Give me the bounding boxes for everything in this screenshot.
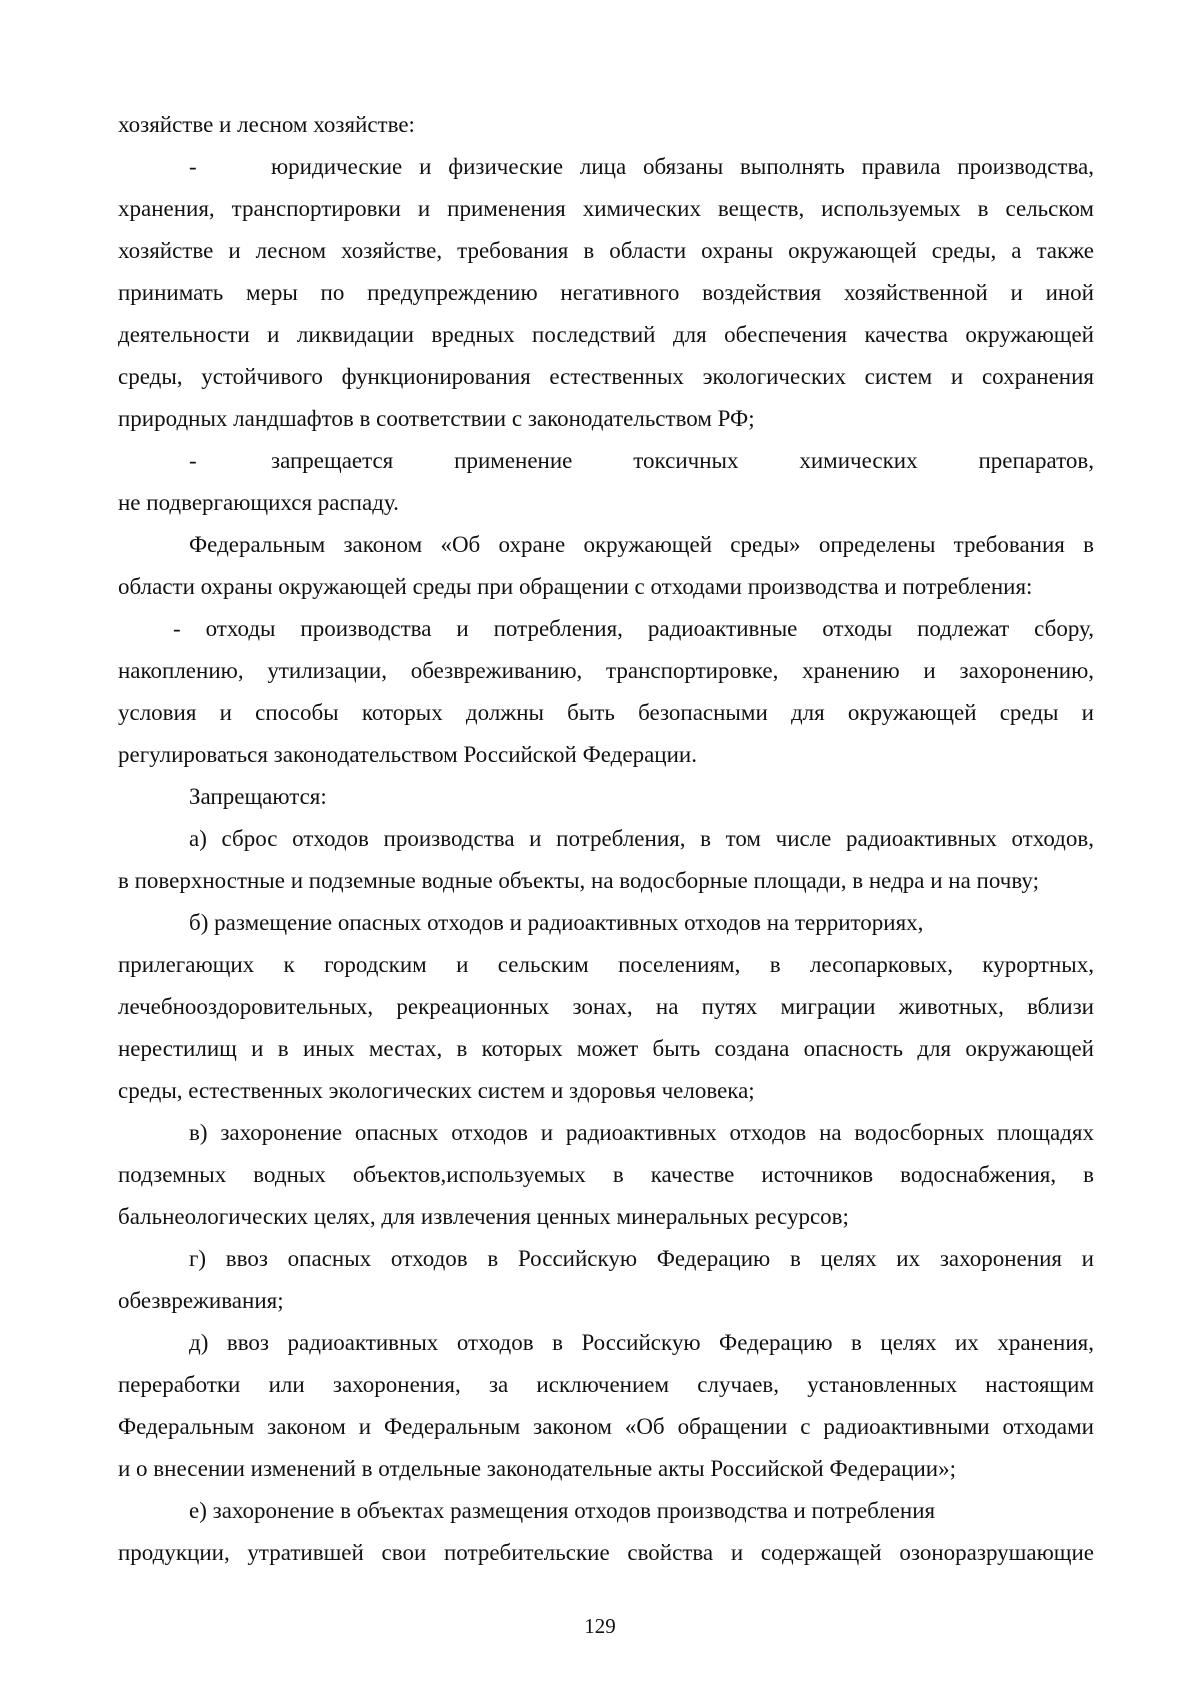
paragraph-first-line: а) сброс отходов производства и потребления, в том числе радиоактивных отходов, — [189, 826, 1094, 851]
document-body — [118, 104, 1094, 1574]
list-dash: - — [189, 448, 197, 473]
text-line: среды, устойчивого функционирования естественных экологических систем и сохранения — [118, 364, 1094, 389]
text-line: подземных водных объектов,используемых в качестве источников водоснабжения, в — [118, 1162, 1094, 1187]
page-number: 129 — [584, 1614, 616, 1638]
text-line: и о внесении изменений в отдельные законодательные акты Российской Федерации»; — [118, 1456, 956, 1481]
list-dash: - — [189, 154, 197, 179]
text-line: прилегающих к городским и сельским поселениям, в лесопарковых, курортных, — [118, 952, 1094, 977]
paragraph-first-line: - отходы производства и потребления, радиоактивные отходы подлежат сбору, — [173, 616, 1094, 641]
text-line: бальнеологических целях, для извлечения ценных минеральных ресурсов; — [118, 1204, 849, 1229]
text-line: хозяйстве и лесном хозяйстве, требования в области охраны окружающей среды, а также — [118, 238, 1094, 263]
text-line: в поверхностные и подземные водные объекты, на водосборные площади, в недра и на почву; — [118, 868, 1039, 893]
text-line: запрещается применение токсичных химических препаратов, — [271, 448, 1094, 473]
text-line: области охраны окружающей среды при обращении с отходами производства и потребления: — [118, 574, 1033, 599]
text-line: переработки или захоронения, за исключением случаев, установленных настоящим — [118, 1372, 1094, 1397]
text-line: юридические и физические лица обязаны выполнять правила производства, — [271, 154, 1094, 179]
text-line: условия и способы которых должны быть безопасными для окружающей среды и — [118, 700, 1094, 725]
text-line: деятельности и ликвидации вредных последствий для обеспечения качества окружающей — [118, 322, 1094, 347]
text-line: хранения, транспортировки и применения химических веществ, используемых в сельском — [118, 196, 1094, 221]
text-line: среды, естественных экологических систем и здоровья человека; — [118, 1078, 755, 1103]
text-line: накоплению, утилизации, обезвреживанию, транспортировке, хранению и захоронению, — [118, 658, 1094, 683]
text-line: регулироваться законодательством Российской Федерации. — [118, 742, 697, 767]
paragraph-first-line: е) захоронение в объектах размещения отходов производства и потребления — [189, 1498, 936, 1523]
text-line: Федеральным законом и Федеральным законом «Об обращении с радиоактивными отходами — [118, 1414, 1094, 1439]
paragraph-first-line: д) ввоз радиоактивных отходов в Российскую Федерацию в целях их хранения, — [189, 1330, 1094, 1355]
text-line: хозяйстве и лесном хозяйстве: — [118, 112, 415, 137]
paragraph-first-line: в) захоронение опасных отходов и радиоактивных отходов на водосборных площадях — [189, 1120, 1094, 1145]
text-line: обезвреживания; — [118, 1288, 284, 1313]
text-line: не подвергающихся распаду. — [118, 490, 399, 515]
text-line: нерестилищ и в иных местах, в которых может быть создана опасность для окружающей — [118, 1036, 1094, 1061]
paragraph-first-line: Запрещаются: — [189, 784, 327, 809]
list-item-line — [118, 146, 1094, 188]
paragraph-first-line: б) размещение опасных отходов и радиоактивных отходов на территориях, — [189, 910, 924, 935]
list-item-line — [118, 440, 1094, 482]
text-line: природных ландшафтов в соответствии с законодательством РФ; — [118, 406, 755, 431]
paragraph-first-line: Федеральным законом «Об охране окружающей среды» определены требования в — [189, 532, 1094, 557]
text-line: лечебнооздоровительных, рекреационных зонах, на путях миграции животных, вблизи — [118, 994, 1094, 1019]
text-line: принимать меры по предупреждению негативного воздействия хозяйственной и иной — [118, 280, 1094, 305]
paragraph-first-line: г) ввоз опасных отходов в Российскую Федерацию в целях их захоронения и — [189, 1246, 1094, 1271]
text-line: продукции, утратившей свои потребительские свойства и содержащей озоноразрушающие — [118, 1540, 1094, 1565]
